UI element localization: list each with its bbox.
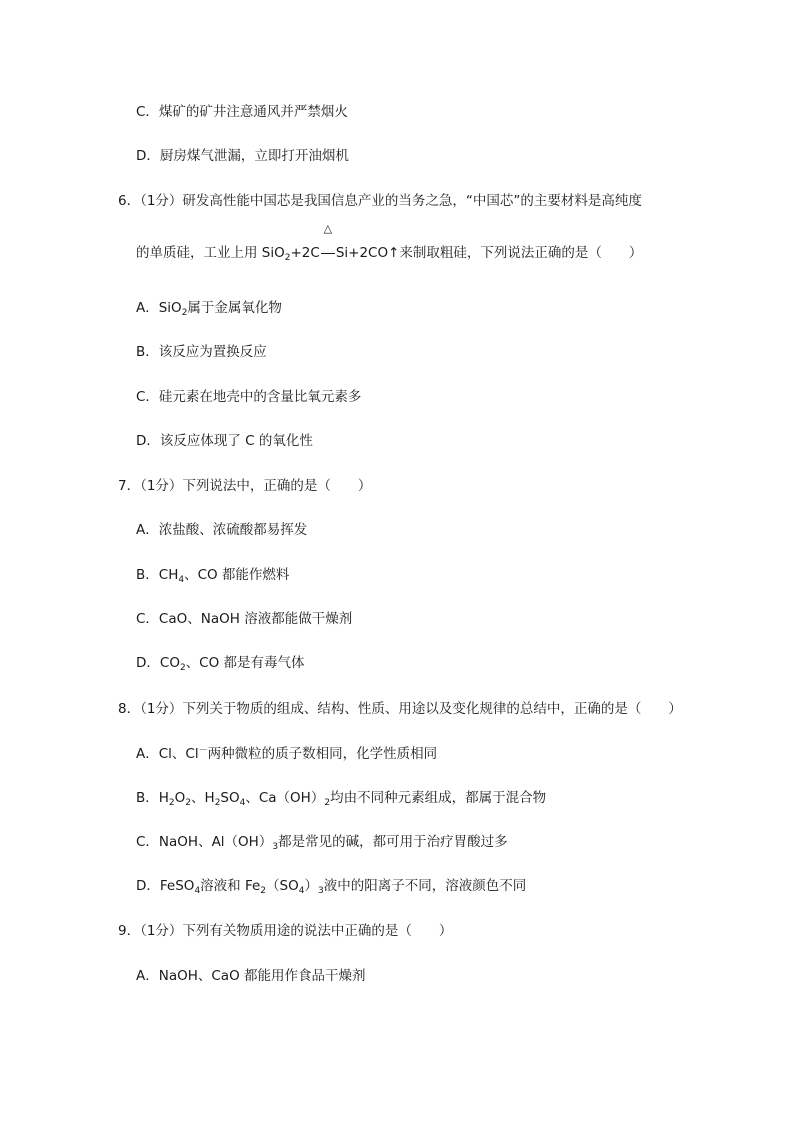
q7-d-sub: 2 [179,663,186,673]
q7-option-a: A．浓盐酸、浓硫酸都易挥发 [136,522,308,538]
q7-stem: 7．（1分）下列说法中，正确的是（ ） [118,478,372,494]
q5-option-d: D．厨房煤气泄漏，立即打开油烟机 [136,148,349,164]
q7-option-d [136,653,305,673]
q6-option-d: D．该反应体现了 C 的氧化性 [136,433,313,449]
q8-b-t2: O [174,790,186,806]
q8-b-t6: 均由不同种元素组成，都属于混合物 [330,790,547,806]
q6-stem-text-pre: 的单质硅，工业上用 SiO [136,245,285,261]
q8-d-s3: 4 [298,886,305,896]
q6-option-a [136,298,282,318]
q7-option-b [136,565,289,585]
q8-d-s2: 2 [260,886,267,896]
q7-d-text: D．CO [136,655,180,671]
q8-option-c [136,832,508,852]
q8-a-text: A．Cl、Cl [136,746,199,762]
q8-b-t3: 、H [191,790,215,806]
q8-b-s4: 4 [239,798,246,808]
q8-d-s1: 4 [194,886,201,896]
q8-b-s3: 2 [214,798,221,808]
q6-stem-line2 [136,222,643,263]
q6-stem-text-post: Si+2CO↑来制取粗硅，下列说法正确的是（ ） [335,245,643,261]
q8-d-t4: ） [304,878,318,894]
q6-a-text: A．SiO [136,300,182,316]
q8-d-t2: 溶液和 Fe [200,878,261,894]
q6-sub: 2 [284,253,291,263]
reaction-condition [320,222,336,263]
q8-b-t4: SO [220,790,240,806]
q8-d-t3: （SO [266,878,299,894]
q8-d-t1: D．FeSO [136,878,195,894]
q7-b-text-post: 、CO 都能作燃料 [184,567,290,583]
q7-d-text-post: 、CO 都是有毒气体 [185,655,305,671]
q8-option-d [136,876,526,896]
q8-c-sub: 3 [272,842,279,852]
q8-c-text: C．NaOH、Al（OH） [136,834,273,850]
q6-a-sub: 2 [181,308,188,318]
q8-a-text-post: 两种微粒的质子数相同，化学性质相同 [207,746,438,762]
q8-b-t5: 、Ca（OH） [245,790,325,806]
heat-symbol: △ [323,222,333,235]
q8-b-s5: 2 [324,798,331,808]
q8-a-sup: － [198,746,208,756]
q8-option-a [136,744,437,764]
equation-bar [321,253,335,254]
q9-stem: 9．（1分）下列有关物质用途的说法中正确的是（ ） [118,923,453,939]
q5-option-c: C．煤矿的矿井注意通风并严禁烟火 [136,104,348,120]
q6-stem-line1: 6．（1分）研发高性能中国芯是我国信息产业的当务之急，“中国芯”的主要材料是高纯度 [118,193,642,209]
q8-d-s4: 3 [317,886,324,896]
q8-c-text-post: 都是常见的碱，都可用于治疗胃酸过多 [278,834,508,850]
q8-b-t1: B．H [136,790,169,806]
q8-option-b [136,788,546,808]
q8-stem: 8．（1分）下列关于物质的组成、结构、性质、用途以及变化规律的总结中，正确的是（ ） [118,701,682,717]
q6-option-c: C．硅元素在地壳中的含量比氧元素多 [136,389,362,405]
q6-a-text-post: 属于金属氧化物 [187,300,282,316]
q8-b-s1: 2 [168,798,175,808]
q7-b-text: B．CH [136,567,179,583]
q6-stem-text-mid: +2C [290,245,320,261]
q6-option-b: B．该反应为置换反应 [136,344,267,360]
q8-d-t5: 液中的阳离子不同，溶液颜色不同 [323,878,527,894]
q7-option-c: C．CaO、NaOH 溶液都能做干燥剂 [136,611,353,627]
q9-option-a: A．NaOH、CaO 都能用作食品干燥剂 [136,968,366,984]
q7-b-sub: 4 [178,575,185,585]
q8-b-s2: 2 [185,798,192,808]
